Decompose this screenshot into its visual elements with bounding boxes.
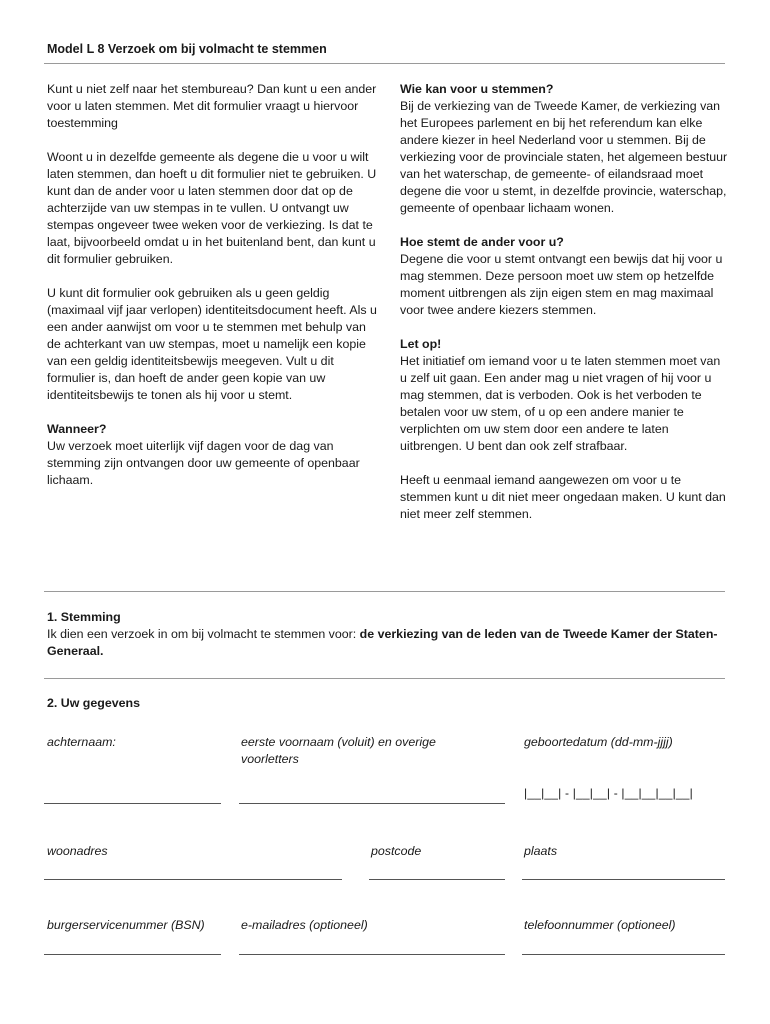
- wie-text: Bij de verkiezing van de Tweede Kamer, de verkiezing van het Europees parlement en bij het referendum kan elke andere kiezer in heel Nederland voor u stemmen. Bij de verkiezing voor de provinciale staten, het algemeen bestuur van het waterschap, de gemeente- of eilandsraad moet degene die voor u stemt, in dezelfde provincie, waterschap, gemeente of openbaar lichaam wonen.: [400, 99, 728, 215]
- section-1-text: [47, 626, 737, 660]
- section-1-divider: [44, 591, 725, 592]
- header-divider: [44, 63, 725, 64]
- plaats-field[interactable]: [522, 879, 725, 880]
- geboortedatum-label: geboortedatum (dd-mm-jjjj): [524, 735, 673, 749]
- email-label: e-mailadres (optioneel): [241, 918, 368, 932]
- bsn-label: burgerservicenummer (BSN): [47, 918, 205, 932]
- woonadres-field[interactable]: [44, 879, 342, 880]
- postcode-label: postcode: [371, 844, 422, 858]
- intro-paragraph-2: Woont u in dezelfde gemeente als degene die u voor u wilt laten stemmen, dan hoeft u dit formulier niet te gebruiken. U kunt dan de ander voor u laten stemmen door dat op de achterzijde van uw stempas in te vullen. U ontvangt uw stempas ongeveer twee weken voor de verkiezing. Is dat te laat, bijvoorbeeld omdat u in het buitenland bent, dan kunt u dit formulier gebruiken.: [47, 150, 377, 266]
- postcode-field[interactable]: [369, 879, 505, 880]
- achternaam-label: achternaam:: [47, 735, 116, 749]
- wanneer-heading: Wanneer?: [47, 422, 107, 436]
- bsn-field[interactable]: [44, 954, 221, 955]
- section-1-election-type: de verkiezing van de leden van de Tweede Kamer der Staten-Generaal.: [47, 627, 718, 658]
- intro-paragraph-1: Kunt u niet zelf naar het stembureau? Dan kunt u een ander voor u laten stemmen. Met dit formulier vraagt u hiervoor toestemming: [47, 82, 377, 130]
- wie-heading: Wie kan voor u stemmen?: [400, 82, 554, 96]
- letop-heading: Let op!: [400, 337, 442, 351]
- telefoon-field[interactable]: [522, 954, 725, 955]
- plaats-label: plaats: [524, 844, 558, 858]
- section-2-heading: 2. Uw gegevens: [47, 696, 140, 710]
- left-column: [47, 81, 377, 506]
- intro-paragraph-3: U kunt dit formulier ook gebruiken als u geen geldig (maximaal vijf jaar verlopen) identiteitsdocument heeft. Als u een ander aanwijst om voor u te stemmen met behulp van de achterkant van uw stempas, moet u namelijk een kopie van een geldig identiteitsbewijs meegeven. Vult u dit formulier is, dan hoeft de ander geen kopie van uw identiteitsbewijs te tonen als hij voor u stemt.: [47, 286, 377, 402]
- form-title: Model L 8 Verzoek om bij volmacht te stemmen: [47, 42, 327, 56]
- voornaam-field[interactable]: [239, 803, 505, 804]
- section-1-heading: 1. Stemming: [47, 610, 121, 624]
- right-column: [400, 81, 730, 540]
- wanneer-text: Uw verzoek moet uiterlijk vijf dagen voor de dag van stemming zijn ontvangen door uw gemeente of openbaar lichaam.: [47, 439, 360, 487]
- hoe-text: Degene die voor u stemt ontvangt een bewijs dat hij voor u mag stemmen. Deze persoon moet uw stem op hetzelfde moment uitbrengen als zijn eigen stem en mag maximaal voor twee andere kiezers stemmen.: [400, 252, 723, 317]
- geboortedatum-field[interactable]: |__|__| - |__|__| - |__|__|__|__|: [524, 786, 693, 800]
- section-1-text-prefix: Ik dien een verzoek in om bij volmacht te stemmen voor:: [47, 627, 360, 641]
- email-field[interactable]: [239, 954, 505, 955]
- closing-text: Heeft u eenmaal iemand aangewezen om voor u te stemmen kunt u dit niet meer ongedaan maken. U kunt dan niet meer zelf stemmen.: [400, 473, 726, 521]
- voornaam-label: eerste voornaam (voluit) en overige voorletters: [241, 735, 436, 766]
- section-stemming: [47, 609, 737, 660]
- hoe-heading: Hoe stemt de ander voor u?: [400, 235, 564, 249]
- achternaam-field[interactable]: [44, 803, 221, 804]
- letop-text: Het initiatief om iemand voor u te laten stemmen moet van u zelf uit gaan. Een ander mag u niet vragen of hij voor u mag stemmen, dat is verboden. Ook is het verboden te betalen voor uw stem, of u op een andere manier te verplichten om uw stem door een andere te laten uitbrengen. U bent dan ook zelf strafbaar.: [400, 354, 721, 453]
- telefoon-label: telefoonnummer (optioneel): [524, 918, 676, 932]
- section-2-divider: [44, 678, 725, 679]
- woonadres-label: woonadres: [47, 844, 108, 858]
